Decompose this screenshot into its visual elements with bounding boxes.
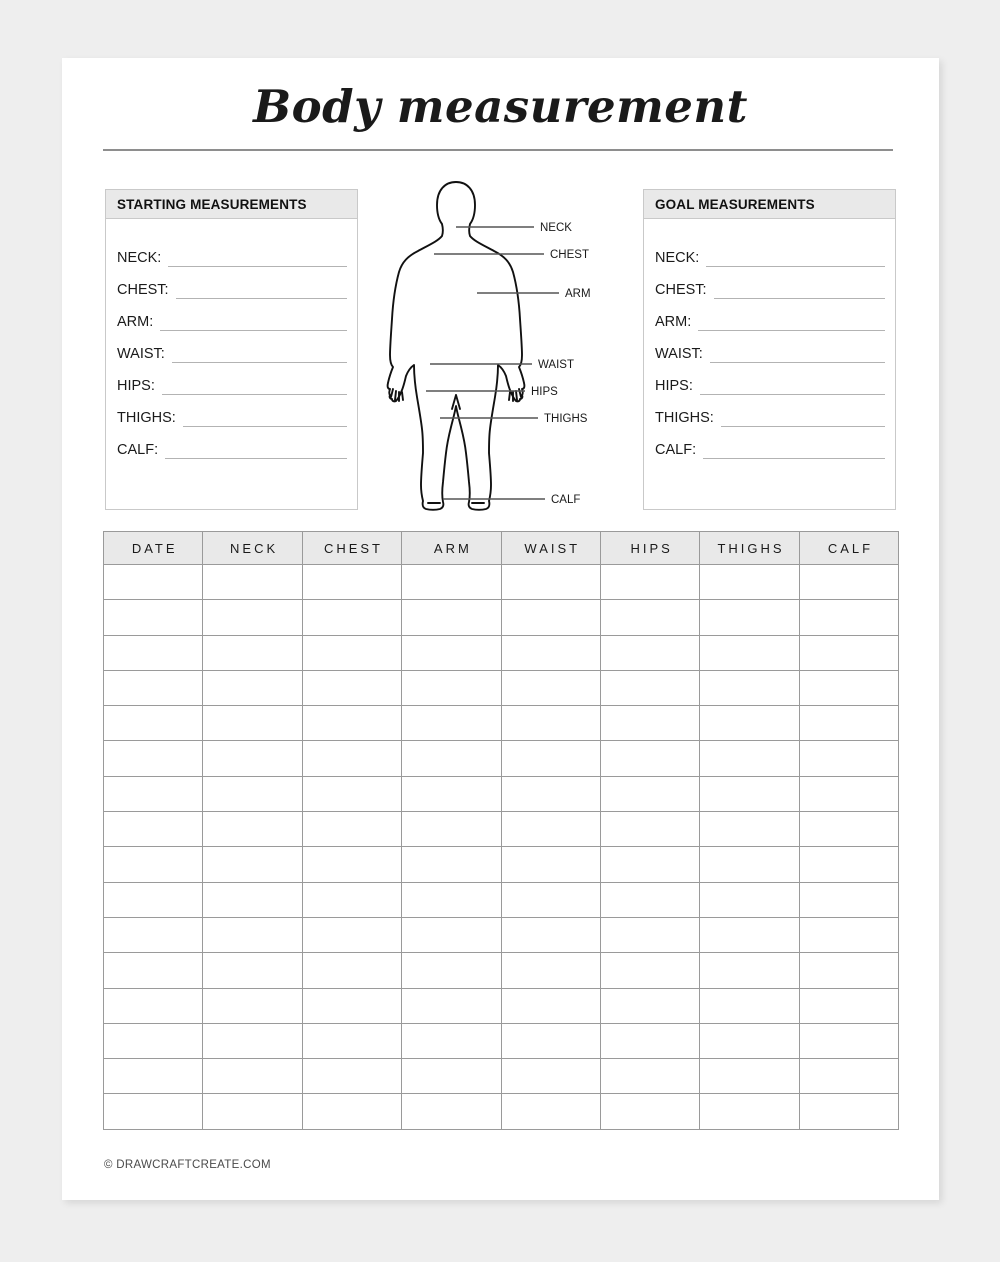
- table-cell-calf[interactable]: [799, 635, 898, 670]
- table-cell-hips[interactable]: [600, 953, 699, 988]
- table-cell-chest[interactable]: [302, 1023, 401, 1058]
- table-cell-chest[interactable]: [302, 600, 401, 635]
- table-row: [104, 1094, 899, 1129]
- table-cell-arm[interactable]: [402, 1059, 501, 1094]
- starting-measurements-panel: [105, 189, 358, 510]
- table-cell-date[interactable]: [104, 565, 203, 600]
- measurement-log-table: [103, 531, 899, 1130]
- table-cell-thighs[interactable]: [700, 882, 799, 917]
- table-cell-hips[interactable]: [600, 988, 699, 1023]
- table-cell-thighs[interactable]: [700, 1059, 799, 1094]
- goal-field-input-waist[interactable]: [710, 362, 885, 363]
- table-cell-neck[interactable]: [203, 882, 302, 917]
- table-cell-waist[interactable]: [501, 1023, 600, 1058]
- table-cell-calf[interactable]: [799, 1094, 898, 1129]
- table-cell-waist[interactable]: [501, 741, 600, 776]
- table-cell-arm[interactable]: [402, 635, 501, 670]
- table-cell-waist[interactable]: [501, 1094, 600, 1129]
- table-cell-chest[interactable]: [302, 882, 401, 917]
- table-cell-date[interactable]: [104, 847, 203, 882]
- table-cell-waist[interactable]: [501, 565, 600, 600]
- table-cell-waist[interactable]: [501, 706, 600, 741]
- table-cell-neck[interactable]: [203, 776, 302, 811]
- diagram-label-calf: CALF: [551, 494, 581, 506]
- body-diagram-svg: [362, 173, 652, 523]
- goal-field-input-thighs[interactable]: [721, 426, 885, 427]
- table-cell-waist[interactable]: [501, 988, 600, 1023]
- field-row-calf[interactable]: [117, 427, 347, 459]
- table-cell-chest[interactable]: [302, 988, 401, 1023]
- table-cell-neck[interactable]: [203, 917, 302, 952]
- title-divider: [103, 149, 893, 151]
- table-cell-thighs[interactable]: [700, 953, 799, 988]
- table-cell-neck[interactable]: [203, 635, 302, 670]
- diagram-label-thighs: THIGHS: [544, 413, 588, 425]
- body-silhouette-path: [388, 182, 525, 510]
- table-row: [104, 953, 899, 988]
- goal-measurements-header: GOAL MEASUREMENTS: [644, 190, 895, 219]
- table-cell-waist[interactable]: [501, 600, 600, 635]
- table-cell-arm[interactable]: [402, 847, 501, 882]
- table-cell-waist[interactable]: [501, 847, 600, 882]
- table-cell-thighs[interactable]: [700, 1094, 799, 1129]
- table-cell-date[interactable]: [104, 600, 203, 635]
- table-cell-hips[interactable]: [600, 917, 699, 952]
- goal-field-input-neck[interactable]: [706, 266, 885, 267]
- table-cell-arm[interactable]: [402, 600, 501, 635]
- table-row: [104, 1023, 899, 1058]
- table-cell-hips[interactable]: [600, 1023, 699, 1058]
- field-row-hips[interactable]: [117, 363, 347, 395]
- table-cell-arm[interactable]: [402, 812, 501, 847]
- table-row: [104, 600, 899, 635]
- goal-field-label-waist: WAIST:: [655, 345, 703, 362]
- table-cell-waist[interactable]: [501, 812, 600, 847]
- footer-copyright: © DRAWCRAFTCREATE.COM: [104, 1159, 271, 1171]
- table-cell-waist[interactable]: [501, 776, 600, 811]
- goal-field-label-chest: CHEST:: [655, 281, 707, 298]
- table-cell-thighs[interactable]: [700, 988, 799, 1023]
- diagram-label-arm: ARM: [565, 288, 591, 300]
- field-label-neck: NECK:: [117, 249, 162, 266]
- table-cell-waist[interactable]: [501, 635, 600, 670]
- table-cell-chest[interactable]: [302, 776, 401, 811]
- table-row: [104, 847, 899, 882]
- table-cell-hips[interactable]: [600, 812, 699, 847]
- table-cell-calf[interactable]: [799, 1059, 898, 1094]
- goal-field-row-calf[interactable]: [655, 427, 885, 459]
- table-cell-arm[interactable]: [402, 917, 501, 952]
- goal-field-input-chest[interactable]: [714, 298, 885, 299]
- table-cell-chest[interactable]: [302, 1094, 401, 1129]
- column-header-hips: HIPS: [600, 532, 699, 565]
- table-cell-calf[interactable]: [799, 882, 898, 917]
- table-cell-date[interactable]: [104, 706, 203, 741]
- table-cell-neck[interactable]: [203, 706, 302, 741]
- field-row-waist[interactable]: [117, 331, 347, 363]
- table-cell-arm[interactable]: [402, 1023, 501, 1058]
- table-row: [104, 706, 899, 741]
- human-body-outline-icon: [388, 182, 525, 510]
- table-cell-neck[interactable]: [203, 1059, 302, 1094]
- column-header-neck: NECK: [203, 532, 302, 565]
- table-cell-calf[interactable]: [799, 812, 898, 847]
- table-cell-arm[interactable]: [402, 988, 501, 1023]
- table-cell-arm[interactable]: [402, 776, 501, 811]
- goal-field-row-neck[interactable]: [655, 235, 885, 267]
- table-cell-date[interactable]: [104, 812, 203, 847]
- table-cell-chest[interactable]: [302, 917, 401, 952]
- column-header-arm: ARM: [402, 532, 501, 565]
- goal-field-row-arm[interactable]: [655, 299, 885, 331]
- table-cell-neck[interactable]: [203, 1094, 302, 1129]
- table-cell-date[interactable]: [104, 1059, 203, 1094]
- table-cell-calf[interactable]: [799, 600, 898, 635]
- table-row: [104, 988, 899, 1023]
- printable-sheet: [62, 58, 939, 1200]
- field-label-hips: HIPS:: [117, 377, 155, 394]
- table-cell-chest[interactable]: [302, 847, 401, 882]
- table-row: [104, 882, 899, 917]
- table-row: [104, 670, 899, 705]
- table-cell-chest[interactable]: [302, 741, 401, 776]
- column-header-calf: CALF: [799, 532, 898, 565]
- goal-field-input-arm[interactable]: [698, 330, 885, 331]
- table-row: [104, 917, 899, 952]
- table-cell-arm[interactable]: [402, 670, 501, 705]
- table-cell-thighs[interactable]: [700, 1023, 799, 1058]
- goal-field-row-chest[interactable]: [655, 267, 885, 299]
- table-cell-arm[interactable]: [402, 953, 501, 988]
- table-cell-chest[interactable]: [302, 565, 401, 600]
- goal-field-input-hips[interactable]: [700, 394, 885, 395]
- table-cell-hips[interactable]: [600, 776, 699, 811]
- table-cell-hips[interactable]: [600, 1094, 699, 1129]
- table-row: [104, 565, 899, 600]
- table-cell-hips[interactable]: [600, 847, 699, 882]
- table-cell-calf[interactable]: [799, 1023, 898, 1058]
- table-cell-thighs[interactable]: [700, 917, 799, 952]
- table-row: [104, 776, 899, 811]
- table-cell-calf[interactable]: [799, 953, 898, 988]
- table-cell-hips[interactable]: [600, 565, 699, 600]
- table-cell-waist[interactable]: [501, 953, 600, 988]
- field-row-thighs[interactable]: [117, 395, 347, 427]
- table-cell-neck[interactable]: [203, 847, 302, 882]
- field-label-calf: CALF:: [117, 441, 159, 458]
- table-cell-arm[interactable]: [402, 741, 501, 776]
- field-input-chest[interactable]: [176, 298, 347, 299]
- goal-field-label-neck: NECK:: [655, 249, 700, 266]
- column-header-thighs: THIGHS: [700, 532, 799, 565]
- goal-measurements-fields: [644, 219, 895, 459]
- field-row-neck[interactable]: [117, 235, 347, 267]
- table-row: [104, 741, 899, 776]
- table-cell-thighs[interactable]: [700, 670, 799, 705]
- table-cell-arm[interactable]: [402, 565, 501, 600]
- table-cell-hips[interactable]: [600, 670, 699, 705]
- goal-field-label-calf: CALF:: [655, 441, 697, 458]
- table-cell-date[interactable]: [104, 882, 203, 917]
- field-label-waist: WAIST:: [117, 345, 165, 362]
- field-label-thighs: THIGHS:: [117, 409, 176, 426]
- table-cell-calf[interactable]: [799, 988, 898, 1023]
- table-cell-neck[interactable]: [203, 670, 302, 705]
- field-input-neck[interactable]: [168, 266, 347, 267]
- table-cell-date[interactable]: [104, 635, 203, 670]
- diagram-label-hips: HIPS: [531, 386, 558, 398]
- table-cell-date[interactable]: [104, 741, 203, 776]
- table-cell-chest[interactable]: [302, 812, 401, 847]
- table-cell-neck[interactable]: [203, 1023, 302, 1058]
- field-label-chest: CHEST:: [117, 281, 169, 298]
- table-cell-arm[interactable]: [402, 706, 501, 741]
- table-row: [104, 1059, 899, 1094]
- table-cell-thighs[interactable]: [700, 812, 799, 847]
- table-cell-waist[interactable]: [501, 1059, 600, 1094]
- table-row: [104, 812, 899, 847]
- table-cell-calf[interactable]: [799, 741, 898, 776]
- goal-field-row-hips[interactable]: [655, 363, 885, 395]
- column-header-date: DATE: [104, 532, 203, 565]
- table-cell-chest[interactable]: [302, 1059, 401, 1094]
- field-row-arm[interactable]: [117, 299, 347, 331]
- table-cell-date[interactable]: [104, 776, 203, 811]
- table-cell-date[interactable]: [104, 917, 203, 952]
- table-cell-calf[interactable]: [799, 847, 898, 882]
- table-cell-hips[interactable]: [600, 1059, 699, 1094]
- table-cell-date[interactable]: [104, 953, 203, 988]
- table-cell-chest[interactable]: [302, 953, 401, 988]
- field-input-hips[interactable]: [162, 394, 347, 395]
- field-row-chest[interactable]: [117, 267, 347, 299]
- diagram-labels-group: [531, 222, 591, 506]
- table-cell-thighs[interactable]: [700, 600, 799, 635]
- table-cell-neck[interactable]: [203, 953, 302, 988]
- table-cell-calf[interactable]: [799, 565, 898, 600]
- table-cell-neck[interactable]: [203, 741, 302, 776]
- diagram-label-waist: WAIST: [538, 359, 574, 371]
- column-header-chest: CHEST: [302, 532, 401, 565]
- table-cell-thighs[interactable]: [700, 565, 799, 600]
- field-input-calf[interactable]: [165, 458, 347, 459]
- table-cell-chest[interactable]: [302, 635, 401, 670]
- table-cell-hips[interactable]: [600, 600, 699, 635]
- goal-measurements-panel: [643, 189, 896, 510]
- table-cell-thighs[interactable]: [700, 706, 799, 741]
- diagram-label-neck: NECK: [540, 222, 572, 234]
- goal-field-label-arm: ARM:: [655, 313, 692, 330]
- table-cell-waist[interactable]: [501, 670, 600, 705]
- column-header-waist: WAIST: [501, 532, 600, 565]
- table-cell-neck[interactable]: [203, 565, 302, 600]
- table-cell-date[interactable]: [104, 1023, 203, 1058]
- table-row: [104, 635, 899, 670]
- table-cell-calf[interactable]: [799, 917, 898, 952]
- field-input-thighs[interactable]: [183, 426, 347, 427]
- field-input-waist[interactable]: [172, 362, 347, 363]
- table-cell-calf[interactable]: [799, 706, 898, 741]
- table-cell-neck[interactable]: [203, 988, 302, 1023]
- diagram-label-chest: CHEST: [550, 249, 589, 261]
- goal-field-input-calf[interactable]: [703, 458, 885, 459]
- table-body: [104, 565, 899, 1130]
- goal-field-label-thighs: THIGHS:: [655, 409, 714, 426]
- table-cell-chest[interactable]: [302, 670, 401, 705]
- table-cell-neck[interactable]: [203, 600, 302, 635]
- table-cell-thighs[interactable]: [700, 847, 799, 882]
- goal-field-row-waist[interactable]: [655, 331, 885, 363]
- goal-field-row-thighs[interactable]: [655, 395, 885, 427]
- starting-measurements-header: STARTING MEASUREMENTS: [106, 190, 357, 219]
- table-cell-hips[interactable]: [600, 706, 699, 741]
- body-diagram: [362, 173, 652, 523]
- table-cell-date[interactable]: [104, 670, 203, 705]
- table-cell-date[interactable]: [104, 1094, 203, 1129]
- table-cell-calf[interactable]: [799, 776, 898, 811]
- table-cell-date[interactable]: [104, 988, 203, 1023]
- table-cell-arm[interactable]: [402, 882, 501, 917]
- table-cell-thighs[interactable]: [700, 741, 799, 776]
- page-title: Body measurement: [253, 80, 748, 133]
- table-cell-neck[interactable]: [203, 812, 302, 847]
- table-header-row: [104, 532, 899, 565]
- field-input-arm[interactable]: [160, 330, 347, 331]
- starting-measurements-fields: [106, 219, 357, 459]
- table-cell-waist[interactable]: [501, 882, 600, 917]
- field-label-arm: ARM:: [117, 313, 154, 330]
- table-cell-hips[interactable]: [600, 882, 699, 917]
- table-cell-thighs[interactable]: [700, 635, 799, 670]
- table-cell-waist[interactable]: [501, 917, 600, 952]
- table-cell-calf[interactable]: [799, 670, 898, 705]
- table-cell-hips[interactable]: [600, 741, 699, 776]
- table-cell-chest[interactable]: [302, 706, 401, 741]
- table-cell-arm[interactable]: [402, 1094, 501, 1129]
- table-cell-thighs[interactable]: [700, 776, 799, 811]
- goal-field-label-hips: HIPS:: [655, 377, 693, 394]
- table-cell-hips[interactable]: [600, 635, 699, 670]
